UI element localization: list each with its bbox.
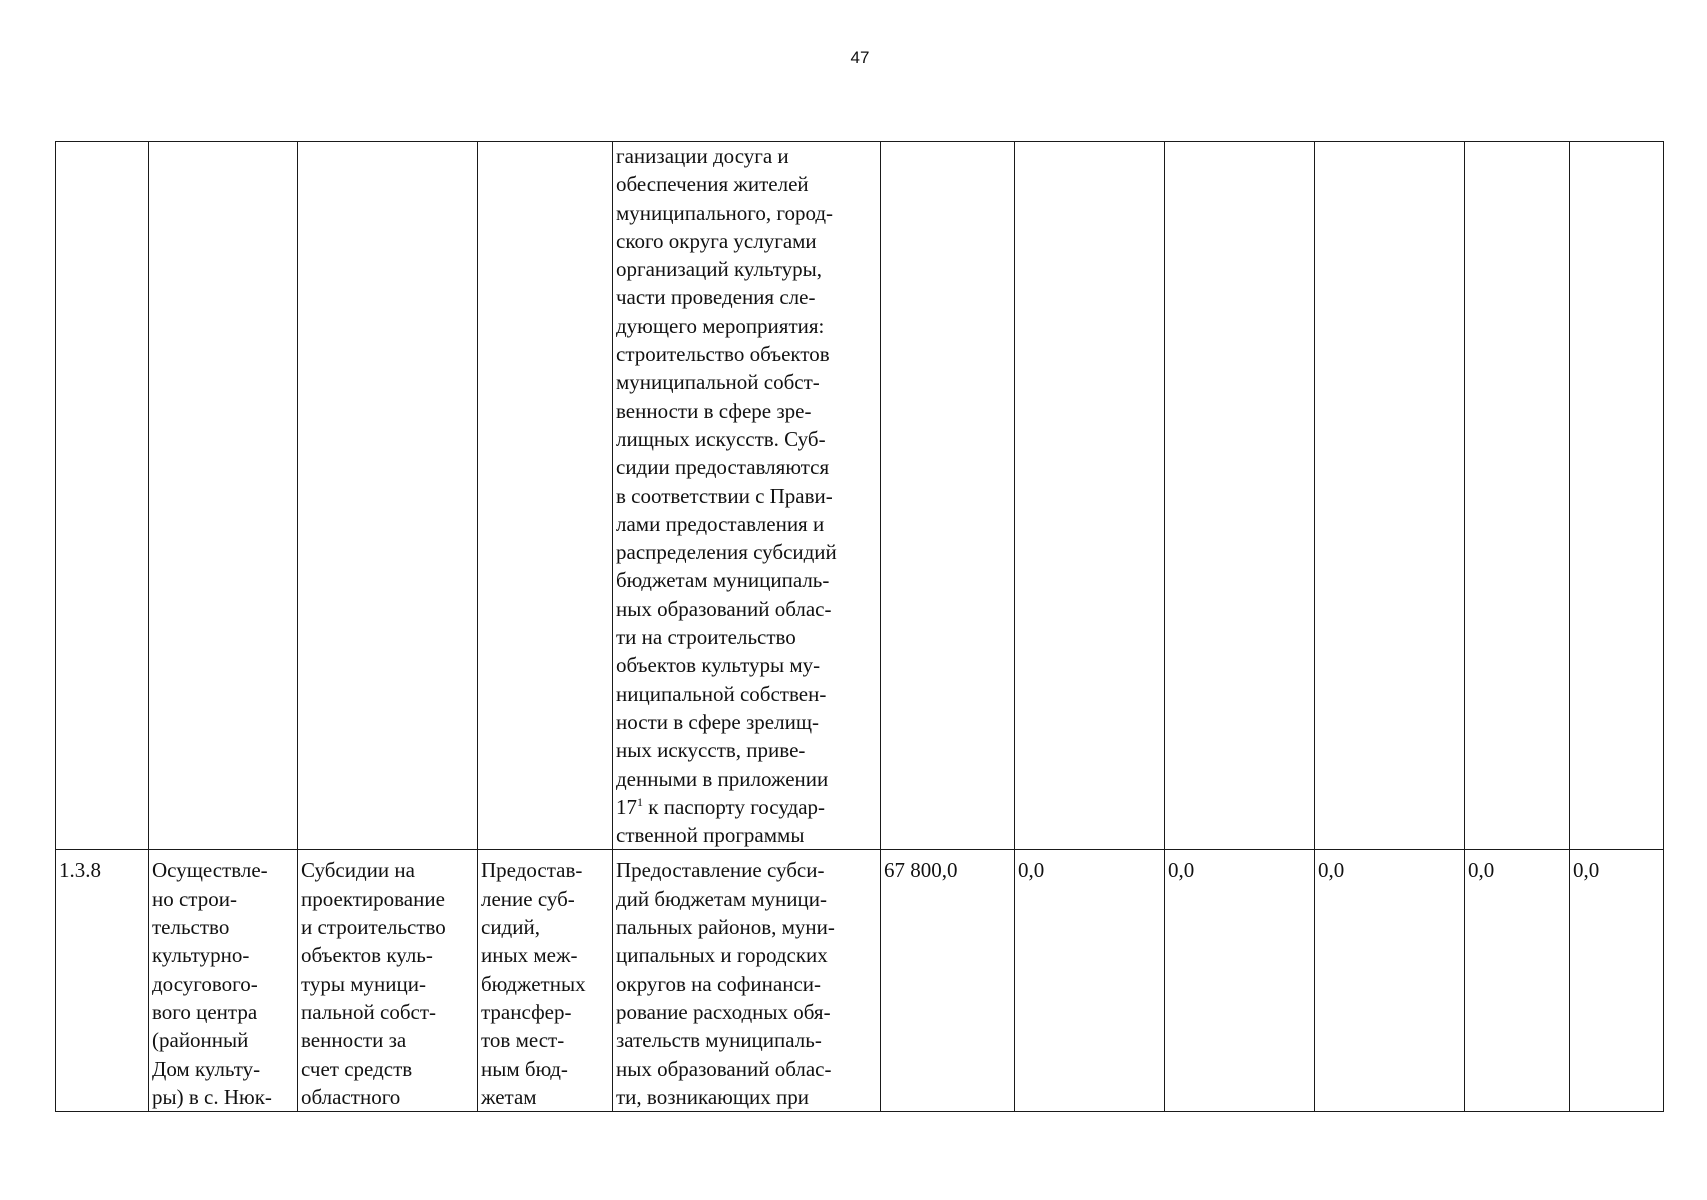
text-line: областного: [301, 1084, 401, 1109]
text-line: муниципальной собст-: [616, 370, 820, 395]
cell-value-empty: [1315, 142, 1465, 850]
text-line: трансфер-: [481, 999, 572, 1024]
text-line: пальных районов, муни-: [616, 915, 835, 940]
text-line: сидии предоставляются: [616, 455, 830, 480]
text-line: ского округа услугами: [616, 228, 817, 253]
text-line: части проведения сле-: [616, 285, 816, 310]
text-line: строительство объектов: [616, 342, 830, 367]
cell-mechanism-empty: [478, 142, 613, 850]
text-line: проектирование: [301, 886, 445, 911]
text-line: ным бюд-: [481, 1056, 568, 1081]
text-line: распределения субсидий: [616, 540, 837, 565]
text-line: сидий,: [481, 915, 540, 940]
cell-value-empty: [1570, 142, 1664, 850]
text-line: ности в сфере зрелищ-: [616, 709, 819, 734]
text-line: иных меж-: [481, 943, 578, 968]
cell-value-year: 0,0: [1015, 850, 1165, 1112]
text-line: культурно-: [152, 943, 250, 968]
page-number: 47: [850, 48, 870, 67]
text-line: ных образований облас-: [616, 596, 832, 621]
text-line: дующего мероприятия:: [616, 313, 825, 338]
cell-value-total: 67 800,0: [881, 850, 1015, 1112]
cell-item-name: [149, 850, 298, 1112]
text-line: объектов куль-: [301, 943, 433, 968]
text-line: Предостав-: [481, 858, 583, 883]
text-line: зательств муниципаль-: [616, 1028, 822, 1053]
appendix-ref-text: к паспорту государ-: [643, 794, 826, 819]
cell-value-empty: [1015, 142, 1165, 850]
text-line: ганизации досуга и: [616, 144, 789, 168]
text-line: в соответствии с Прави-: [616, 483, 833, 508]
text-line: дий бюджетам муници-: [616, 886, 827, 911]
text-line: ственной программы: [616, 823, 805, 848]
text-line: жетам: [481, 1084, 537, 1109]
cell-direction-empty: [298, 142, 478, 850]
cell-value-year: 0,0: [1570, 850, 1664, 1112]
text-line: туры муници-: [301, 971, 426, 996]
text-line: (районный: [152, 1028, 249, 1053]
text-line: ниципальной собствен-: [616, 681, 827, 706]
cell-value-year: 0,0: [1315, 850, 1465, 1112]
text-line: ных искусств, приве-: [616, 738, 806, 763]
text-line: Субсидии на: [301, 858, 415, 883]
cell-item-direction: [298, 850, 478, 1112]
text-line: венности за: [301, 1028, 407, 1053]
text-line: тов мест-: [481, 1028, 565, 1053]
text-line: ры) в с. Нюк-: [152, 1084, 272, 1109]
continuation-row: [56, 142, 1664, 850]
text-line: тельство: [152, 915, 230, 940]
text-line: лами предоставления и: [616, 511, 825, 536]
cell-value-year: 0,0: [1465, 850, 1570, 1112]
text-line: Предоставление субси-: [616, 858, 825, 883]
text-line: пальной собст-: [301, 999, 437, 1024]
text-line-with-reference: [616, 793, 877, 821]
text-line: обеспечения жителей: [616, 172, 809, 197]
cell-number-empty: [56, 142, 149, 850]
text-line: ципальных и городских: [616, 943, 828, 968]
text-line: бюджетам муниципаль-: [616, 568, 830, 593]
cell-item-mechanism: [478, 850, 613, 1112]
text-line: округов на софинанси-: [616, 971, 822, 996]
cell-value-empty: [881, 142, 1015, 850]
text-line: ление суб-: [481, 886, 575, 911]
text-line: счет средств: [301, 1056, 413, 1081]
text-line: рование расходных обя-: [616, 999, 831, 1024]
cell-item-number: 1.3.8: [56, 850, 149, 1112]
text-line: муниципального, город-: [616, 200, 834, 225]
text-line: организаций культуры,: [616, 257, 822, 282]
cell-name-empty: [149, 142, 298, 850]
cell-value-empty: [1465, 142, 1570, 850]
cell-value-year: 0,0: [1165, 850, 1315, 1112]
text-line: ных образований облас-: [616, 1056, 832, 1081]
text-line: но строи-: [152, 886, 237, 911]
text-line: бюджетных: [481, 971, 586, 996]
text-line: венности в сфере зре-: [616, 398, 812, 423]
text-line: денными в приложении: [616, 766, 829, 791]
text-line: лищных искусств. Суб-: [616, 426, 826, 451]
appendix-superscript: 1: [637, 794, 643, 809]
text-line: Осуществле-: [152, 858, 268, 883]
table-row-1-3-8: [56, 850, 1664, 1112]
text-line: и строительство: [301, 915, 446, 940]
text-line: вого центра: [152, 999, 258, 1024]
cell-item-description: [613, 850, 881, 1112]
text-line: Дом культу-: [152, 1056, 261, 1081]
cell-description-continued: [613, 142, 881, 850]
text-line: досугового-: [152, 971, 258, 996]
text-line: ти на строительство: [616, 625, 796, 650]
appendix-number: 17: [616, 794, 637, 819]
program-measures-table: [55, 141, 1664, 1112]
cell-value-empty: [1165, 142, 1315, 850]
text-line: объектов культуры му-: [616, 653, 821, 678]
text-line: ти, возникающих при: [616, 1084, 809, 1109]
